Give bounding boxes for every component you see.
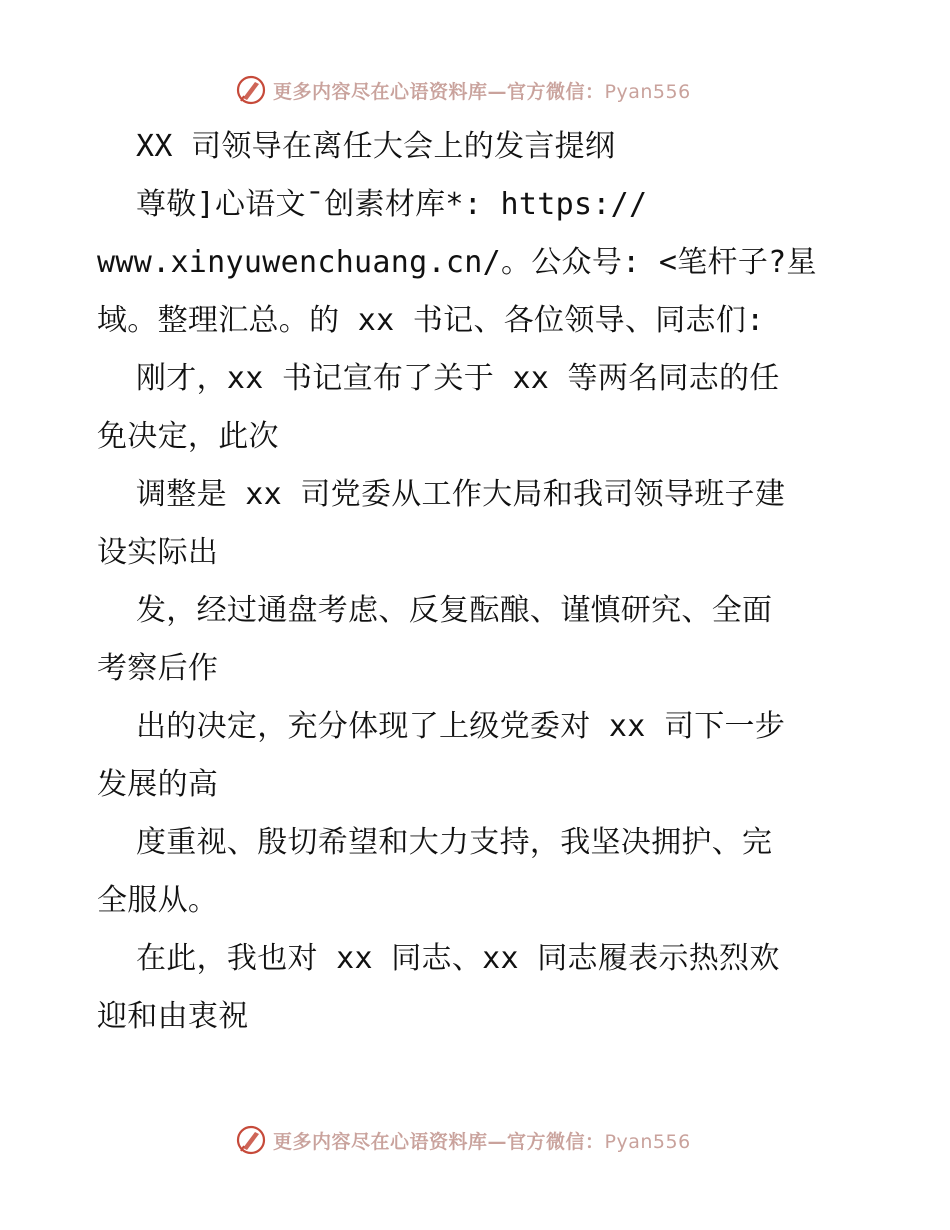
text-line: 域。整理汇总。的 xx 书记、各位领导、同志们: bbox=[97, 303, 765, 338]
text-line: 设实际出 bbox=[97, 535, 219, 570]
text-line: 调整是 xx 司党委从工作大局和我司领导班子建 bbox=[136, 477, 786, 512]
document-body bbox=[97, 118, 857, 1046]
quill-pen-logo-icon bbox=[235, 74, 267, 106]
header-watermark-banner bbox=[235, 72, 691, 108]
text-line: 全服从。 bbox=[97, 883, 219, 918]
text-line: 发展的高 bbox=[97, 767, 219, 802]
footer-watermark-banner bbox=[235, 1122, 691, 1158]
text-line: 出的决定，充分体现了上级党委对 xx 司下一步 bbox=[136, 709, 786, 744]
text-line: 考察后作 bbox=[97, 651, 219, 686]
quill-pen-logo-icon bbox=[235, 1124, 267, 1156]
text-line: 在此，我也对 xx 同志、xx 同志履表示热烈欢 bbox=[136, 941, 780, 976]
watermark-text: 更多内容尽在心语资料库—官方微信：Pyan556 bbox=[273, 80, 691, 103]
watermark-text: 更多内容尽在心语资料库—官方微信：Pyan556 bbox=[273, 1130, 691, 1153]
text-line: 发，经过通盘考虑、反复酝酿、谨慎研究、全面 bbox=[136, 593, 773, 628]
text-line: 度重视、殷切希望和大力支持，我坚决拥护、完 bbox=[136, 825, 773, 860]
text-line: 尊敬]心语文¯创素材库*: https:// bbox=[136, 187, 648, 222]
text-line: 刚才，xx 书记宣布了关于 xx 等两名同志的任 bbox=[136, 361, 780, 396]
text-line: 迎和由衷祝 bbox=[97, 999, 249, 1034]
document-title: XX 司领导在离任大会上的发言提纲 bbox=[136, 129, 616, 164]
text-line: www.xinyuwenchuang.cn/。公众号: <笔杆子?星 bbox=[97, 245, 817, 280]
text-line: 免决定，此次 bbox=[97, 419, 279, 454]
